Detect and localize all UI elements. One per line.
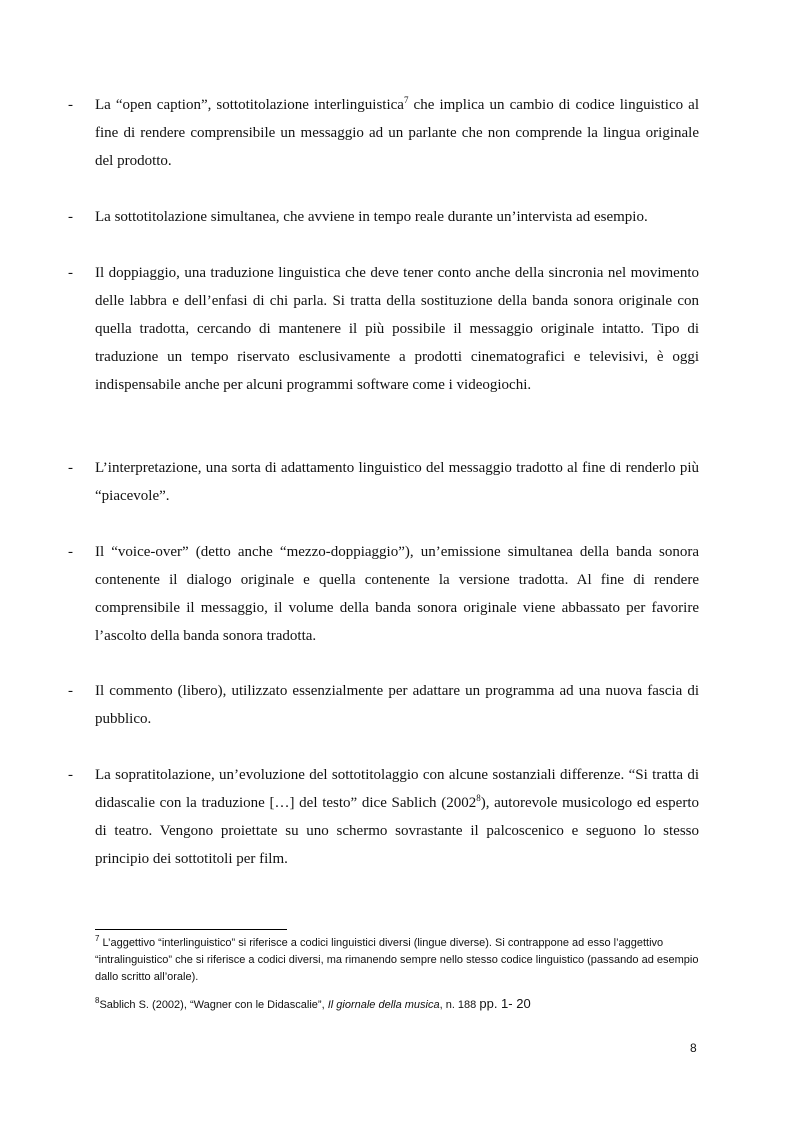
- footnote-7: [95, 935, 699, 986]
- list-item: [68, 538, 699, 650]
- list-item: [68, 454, 699, 510]
- footnote-text: L’aggettivo “interlinguistico” si riferisce a codici linguistici diversi (lingue diverse). Si contrappone ad esso l’aggettivo “intralinguistico” che si riferisce a codici diversi, ma rimanendo sempre nello stesso codice linguistico (passando ad esempio dallo scritto all’orale).: [95, 937, 699, 983]
- bullet-dash: -: [68, 767, 73, 783]
- list-item: [68, 677, 699, 733]
- list-item: [68, 203, 699, 231]
- item-text: Il commento (libero), utilizzato essenzialmente per adattare un programma ad una nuova fascia di pubblico.: [95, 683, 699, 727]
- item-text: La sottotitolazione simultanea, che avviene in tempo reale durante un’intervista ad esempio.: [95, 209, 648, 225]
- footnote-text: Sablich S. (2002), “Wagner con le Didascalie”,: [99, 999, 328, 1011]
- footnote-ref[interactable]: 8: [476, 793, 481, 803]
- list-item: [68, 259, 699, 399]
- footnote-ref[interactable]: 7: [403, 95, 409, 105]
- footnote-pages: pp. 1- 20: [479, 996, 531, 1011]
- bullet-dash: -: [68, 265, 73, 281]
- footnote-number: 7: [95, 934, 100, 943]
- footnote-number: 8: [95, 996, 100, 1005]
- item-text: L’interpretazione, una sorta di adattamento linguistico del messaggio tradotto al fine di renderlo più “piacevole”.: [95, 460, 699, 504]
- bullet-dash: -: [68, 97, 73, 113]
- page-number: 8: [690, 1041, 697, 1055]
- bullet-dash: -: [68, 209, 73, 225]
- bullet-dash: -: [68, 460, 73, 476]
- item-text: Il “voice-over” (detto anche “mezzo-doppiaggio”), un’emissione simultanea della banda sonora contenente il dialogo originale e quella contenente la versione tradotta. Al fine di rendere comprensibile il messaggio, il volume della banda sonora originale viene abbassato per favorire l’ascolto della banda sonora tradotta.: [95, 544, 699, 644]
- item-text: La “open caption”, sottotitolazione interlinguistica: [95, 97, 404, 113]
- bullet-dash: -: [68, 683, 73, 699]
- footnote-separator: [95, 929, 287, 930]
- list-item: [68, 761, 699, 873]
- footnote-text: , n. 188: [439, 999, 480, 1011]
- bullet-dash: -: [68, 544, 73, 560]
- item-text: La sopratitolazione, un’evoluzione del sottotitolaggio con alcune sostanziali differenze. “Si tratta di didascalie con la traduzione […] del testo” dice Sablich (2002: [95, 767, 699, 811]
- footnote-8: [95, 995, 699, 1014]
- item-text: che implica un cambio di codice linguistico al fine di rendere comprensibile un messaggio ad un parlante che non comprende la lingua originale del prodotto.: [95, 97, 700, 169]
- list-item: [68, 91, 700, 175]
- item-text: Il doppiaggio, una traduzione linguistica che deve tener conto anche della sincronia nel movimento delle labbra e dell’enfasi di chi parla. Si tratta della sostituzione della banda sonora originale con quella tradotta, cercando di mantenere il più possibile il messaggio originale intatto. Tipo di traduzione un tempo riservato esclusivamente a prodotti cinematografici e televisivi, è oggi indispensabile anche per alcuni programmi software come i videogiochi.: [95, 265, 699, 393]
- item-text: ), autorevole musicologo ed esperto di teatro. Vengono proiettate su uno schermo sovrastante il palcoscenico e seguono lo stesso principio dei sottotitoli per film.: [95, 795, 699, 867]
- journal-title: Il giornale della musica: [327, 999, 440, 1011]
